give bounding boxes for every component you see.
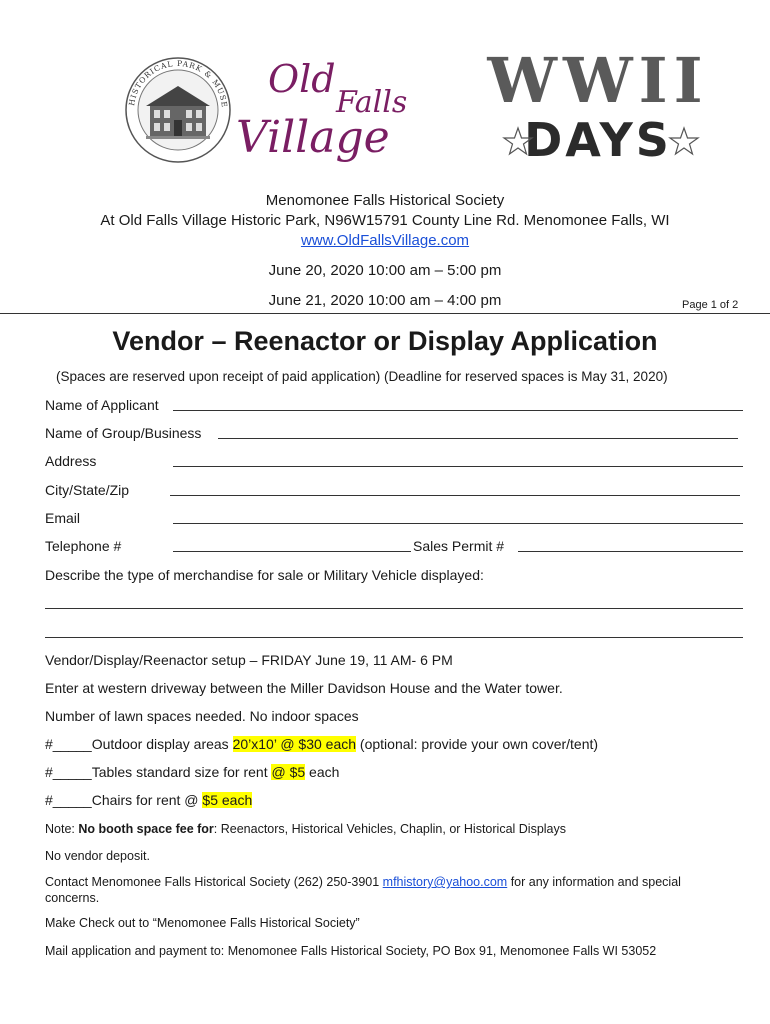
logo-ring-text: HISTORICAL PARK & MUSE: [127, 58, 230, 109]
star-right-icon: [670, 128, 698, 154]
contact-suffix: for any information and special: [507, 875, 681, 889]
note-bold: No booth space fee for: [78, 822, 214, 836]
org-address: At Old Falls Village Historic Park, N96W15791 County Line Rd. Menomonee Falls, WI: [100, 212, 670, 229]
contact-line: [45, 873, 681, 891]
website-link[interactable]: www.OldFallsVillage.com: [300, 232, 470, 249]
logo-word-old: Old: [268, 57, 336, 101]
website-wrap: [0, 232, 770, 250]
chairs-item: [45, 791, 252, 809]
page-number: Page 1 of 2: [682, 299, 739, 311]
org-name: Menomonee Falls Historical Society: [265, 192, 505, 209]
note-label: Note:: [45, 822, 79, 836]
tables-suffix: each: [305, 764, 340, 780]
describe-field-line-1[interactable]: [45, 608, 743, 609]
contact-email-link[interactable]: mfhistory@yahoo.com: [382, 875, 508, 889]
tables-price: @ $5: [271, 764, 306, 780]
describe-field-line-2[interactable]: [45, 637, 743, 638]
logo-word-village: Village: [236, 112, 390, 163]
chairs-price: $5 each: [202, 792, 253, 808]
outdoor-note: (optional: provide your own cover/tent): [356, 736, 599, 752]
label-email: Email: [45, 510, 81, 526]
lawn-spaces-info: Number of lawn spaces needed. No indoor spaces: [45, 708, 359, 724]
logo-word-falls: Falls: [336, 85, 408, 120]
label-applicant: Name of Applicant: [45, 397, 159, 413]
telephone-field[interactable]: [173, 551, 411, 552]
deposit-note: No vendor deposit.: [45, 849, 150, 863]
chairs-label: #_____Chairs for rent @: [45, 792, 203, 808]
outdoor-display-item: [45, 735, 598, 753]
reservation-note: (Spaces are reserved upon receipt of paid application) (Deadline for reserved spaces is May 31, 2020): [56, 369, 668, 384]
city-field[interactable]: [170, 495, 740, 496]
applicant-field[interactable]: [173, 410, 743, 411]
label-address: Address: [45, 453, 97, 469]
outdoor-price: 20’x10’ @ $30 each: [232, 736, 357, 752]
tables-item: [45, 763, 339, 781]
entry-info: Enter at western driveway between the Miller Davidson House and the Water tower.: [45, 680, 563, 696]
logo-wwii-title: WWII: [487, 46, 709, 117]
note-rest: : Reenactors, Historical Vehicles, Chaplin, or Historical Displays: [213, 822, 567, 836]
contact-prefix: Contact Menomonee Falls Historical Society (262) 250-3901: [45, 875, 383, 889]
date-line-1: June 20, 2020 10:00 am – 5:00 pm: [268, 262, 502, 279]
label-telephone: Telephone #: [45, 538, 122, 554]
contact-line-2: concerns.: [45, 891, 100, 905]
address-field[interactable]: [173, 466, 743, 467]
tables-label: #_____Tables standard size for rent: [45, 764, 272, 780]
date-line-2: June 21, 2020 10:00 am – 4:00 pm: [268, 292, 502, 309]
label-sales-permit: Sales Permit #: [413, 538, 505, 554]
header-divider: [0, 313, 770, 314]
wwii-days-logo: [478, 46, 718, 168]
label-city: City/State/Zip: [45, 482, 130, 498]
page-title: Vendor – Reenactor or Display Application: [112, 326, 658, 356]
mailing-address: Mail application and payment to: Menomonee Falls Historical Society, PO Box 91, Menomonee Falls WI 53052: [45, 944, 657, 958]
setup-info: Vendor/Display/Reenactor setup – FRIDAY June 19, 11 AM- 6 PM: [45, 652, 453, 668]
logo-days: DAYS: [524, 113, 672, 167]
outdoor-label: #_____Outdoor display areas: [45, 736, 233, 752]
email-field[interactable]: [173, 523, 743, 524]
sales-permit-field[interactable]: [518, 551, 743, 552]
group-field[interactable]: [218, 438, 738, 439]
old-falls-village-logo: [118, 48, 418, 168]
check-payable: Make Check out to “Menomonee Falls Historical Society”: [45, 916, 360, 930]
label-group: Name of Group/Business: [45, 425, 202, 441]
booth-fee-note: [45, 820, 566, 838]
describe-label: Describe the type of merchandise for sale or Military Vehicle displayed:: [45, 567, 484, 583]
